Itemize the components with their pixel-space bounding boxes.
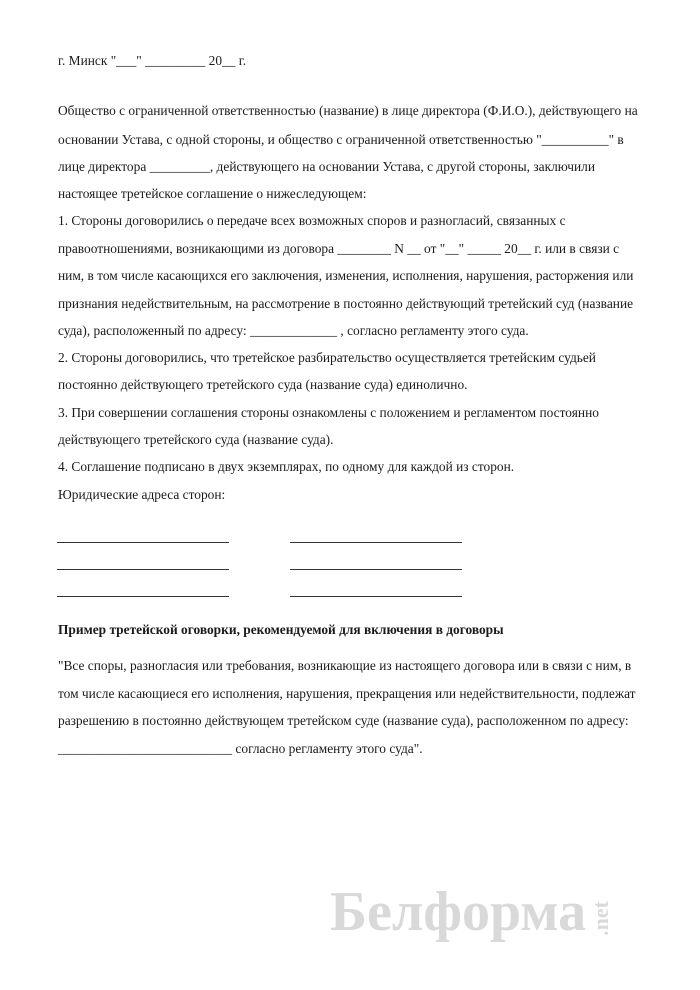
signature-line — [57, 569, 229, 570]
clause-2-line: постоянно действующего третейского суда (название суда) единолично. — [58, 377, 468, 392]
example-heading: Пример третейской оговорки, рекомендуемой для включения в договоры — [58, 622, 504, 637]
clause-2-line: 2. Стороны договорились, что третейское разбирательство осуществляется третейским судьей — [58, 350, 596, 365]
place-date-line: г. Минск "___" _________ 20__ г. — [58, 53, 247, 68]
signature-line — [290, 569, 462, 570]
watermark-suffix: .net — [588, 901, 614, 936]
clause-1-line: правоотношениями, возникающими из договора ________ N __ от "__" _____ 20__ г. или в связи с — [58, 241, 620, 256]
clause-1-line: признания недействительным, на рассмотрение в постоянно действующий третейский суд (название — [58, 296, 634, 311]
preamble-line: основании Устава, с одной стороны, и общество с ограниченной ответственностью "__________" в — [58, 132, 624, 147]
preamble-line: Общество с ограниченной ответственностью (название) в лице директора (Ф.И.О.), действующего на — [58, 103, 638, 118]
clause-3-line: действующего третейского суда (название суда). — [58, 432, 334, 447]
preamble-line: настоящее третейское соглашение о нижеследующем: — [58, 186, 367, 201]
signature-line — [57, 542, 229, 543]
signature-line — [290, 596, 462, 597]
signature-line — [57, 596, 229, 597]
example-line: разрешению в постоянно действующем третейском суде (название суда), расположенном по адресу: — [58, 713, 629, 728]
addresses-label: Юридические адреса сторон: — [58, 487, 226, 502]
signature-line — [290, 542, 462, 543]
example-line: __________________________ согласно регламенту этого суда". — [58, 741, 423, 756]
watermark — [330, 866, 614, 942]
example-line: том числе касающиеся его исполнения, нарушения, прекращения или недействительности, подлежат — [58, 686, 636, 701]
example-line: "Все споры, разногласия или требования, возникающие из настоящего договора или в связи с ним, в — [58, 658, 632, 673]
clause-1-line: ним, в том числе касающихся его заключения, изменения, исполнения, нарушения, расторжения или — [58, 268, 634, 283]
clause-4-line: 4. Соглашение подписано в двух экземплярах, по одному для каждой из сторон. — [58, 459, 515, 474]
clause-3-line: 3. При совершении соглашения стороны ознакомлены с положением и регламентом постоянно — [58, 405, 599, 420]
clause-1-line: суда), расположенный по адресу: _____________ , согласно регламенту этого суда. — [58, 323, 529, 338]
preamble-line: лице директора _________, действующего на основании Устава, с другой стороны, заключили — [58, 159, 595, 174]
watermark-text: Белформа — [330, 881, 587, 943]
clause-1-line: 1. Стороны договорились о передаче всех возможных споров и разногласий, связанных с — [58, 213, 566, 228]
